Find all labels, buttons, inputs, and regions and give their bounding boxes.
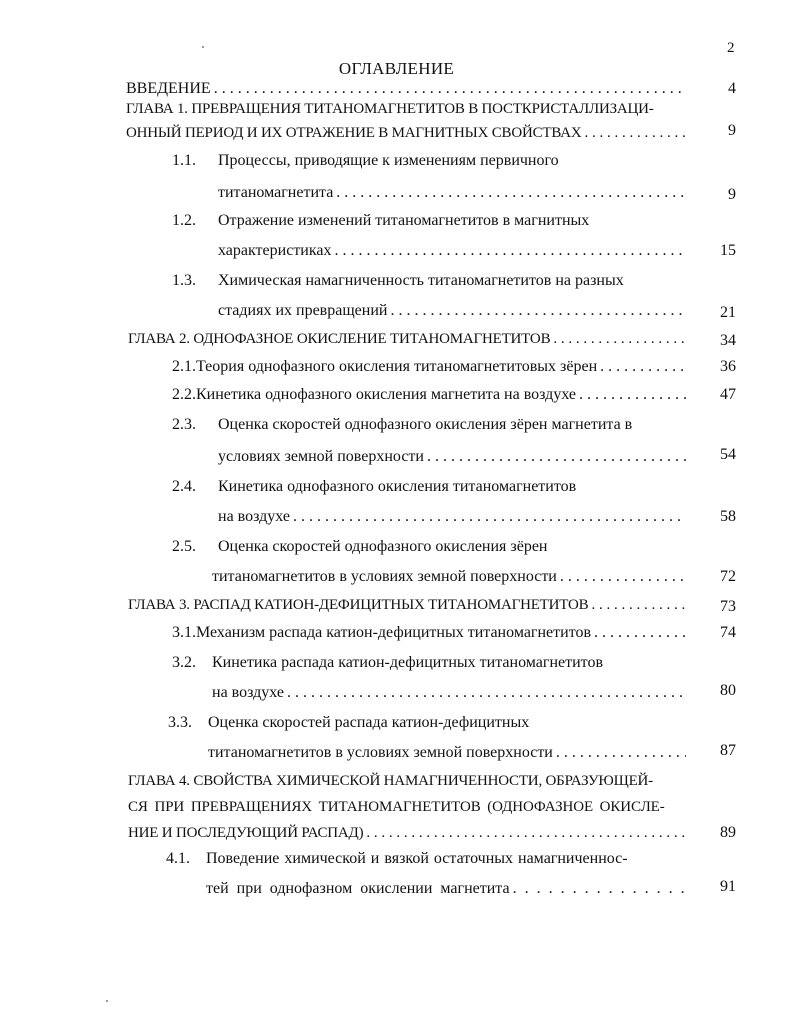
toc-entry-text: Химическая намагниченность титаномагнетитов на разных xyxy=(218,272,624,289)
toc-page-number: 54 xyxy=(720,446,736,463)
scan-speck xyxy=(202,46,204,48)
toc-section-3-1[interactable] xyxy=(172,622,686,644)
leader-dots xyxy=(513,878,686,900)
toc-section-1-3[interactable] xyxy=(218,300,686,322)
toc-section-3-3[interactable] xyxy=(208,742,686,764)
leader-dots xyxy=(366,822,686,844)
leader-dots xyxy=(553,328,686,350)
leader-dots xyxy=(293,506,686,528)
toc-chapter-4[interactable] xyxy=(128,822,686,844)
section-number: 2.4. xyxy=(172,478,196,495)
toc-entry-text: Кинетика распада катион-дефицитных титаномагнетитов xyxy=(212,654,603,671)
toc-page-number: 15 xyxy=(720,242,736,259)
toc-section-1-1[interactable] xyxy=(218,182,686,204)
toc-section-1-2-line1[interactable] xyxy=(172,210,589,232)
toc-entry-text: Отражение изменений титаномагнетитов в магнитных xyxy=(218,212,590,229)
toc-entry-text: Теория однофазного окисления титаномагнетитовых зёрен xyxy=(196,358,598,375)
page-number: 2 xyxy=(727,40,735,56)
toc-entry-text: Оценка скоростей однофазного окисления зёрен магнетита в xyxy=(218,416,633,433)
toc-entry-text: Кинетика однофазного окисления титаномагнетитов xyxy=(218,478,577,495)
toc-section-1-2[interactable] xyxy=(218,240,686,262)
toc-entry-text: условиях земной поверхности xyxy=(218,448,424,465)
toc-section-2-4[interactable] xyxy=(218,506,686,528)
leader-dots xyxy=(591,594,686,616)
toc-entry-text: НИЕ И ПОСЛЕДУЮЩИЙ РАСПАД) xyxy=(128,825,364,841)
leader-dots xyxy=(556,742,686,764)
toc-entry-text: Процессы, приводящие к изменениям первичного xyxy=(218,152,559,169)
leader-dots xyxy=(600,356,686,378)
leader-dots xyxy=(336,182,686,204)
section-number: 2.1. xyxy=(172,358,196,375)
toc-chapter-4-line2[interactable]: СЯ ПРИ ПРЕВРАЩЕНИЯХ ТИТАНОМАГНЕТИТОВ (ОДНОФАЗНОЕ ОКИСЛЕ- xyxy=(128,799,665,815)
toc-entry-text: Поведение химической и вязкой остаточных намагниченнос- xyxy=(206,850,628,867)
toc-entry-text: ГЛАВА 3. РАСПАД КАТИОН-ДЕФИЦИТНЫХ ТИТАНОМАГНЕТИТОВ xyxy=(128,597,589,613)
toc-entry-text: Оценка скоростей распада катион-дефицитных xyxy=(208,714,530,731)
toc-entry-intro[interactable] xyxy=(126,78,686,100)
leader-dots xyxy=(214,78,686,100)
section-number: 3.2. xyxy=(172,654,196,671)
toc-entry-text: Оценка скоростей однофазного окисления зёрен xyxy=(218,538,548,555)
toc-page-number: 9 xyxy=(728,122,736,139)
scan-speck xyxy=(106,1000,108,1002)
section-number: 1.3. xyxy=(172,272,196,289)
toc-entry-text: титаномагнетитов в условиях земной поверхности xyxy=(212,568,557,585)
toc-entry-text: характеристиках xyxy=(218,242,332,259)
leader-dots xyxy=(560,566,686,588)
section-number: 4.1. xyxy=(166,850,190,867)
toc-section-2-5[interactable] xyxy=(212,566,686,588)
toc-section-1-3-line1[interactable] xyxy=(172,270,624,292)
toc-chapter-4-line1[interactable]: ГЛАВА 4. СВОЙСТВА ХИМИЧЕСКОЙ НАМАГНИЧЕННОСТИ, ОБРАЗУЮЩЕЙ- xyxy=(128,773,653,789)
section-number: 1.2. xyxy=(172,212,196,229)
toc-entry-text: Механизм распада катион-дефицитных титаномагнетитов xyxy=(196,624,592,641)
toc-entry-text: титаномагнетитов в условиях земной поверхности xyxy=(208,744,553,761)
toc-page-number: 87 xyxy=(720,742,736,759)
toc-chapter-3[interactable] xyxy=(128,594,686,616)
toc-page-number: 47 xyxy=(720,386,736,403)
toc-entry-text: стадиях их превращений xyxy=(218,302,388,319)
toc-page-number: 58 xyxy=(720,508,736,525)
toc-page-number: 9 xyxy=(728,186,736,203)
leader-dots xyxy=(594,622,686,644)
toc-section-1-1-line1[interactable] xyxy=(172,150,559,172)
toc-entry-text: ВВЕДЕНИЕ xyxy=(126,80,211,97)
leader-dots xyxy=(585,122,686,144)
toc-entry-text: титаномагнетита xyxy=(218,184,334,201)
toc-section-3-3-line1[interactable] xyxy=(168,712,529,734)
leader-dots xyxy=(579,384,686,406)
toc-entry-text: ГЛАВА 2. ОДНОФАЗНОЕ ОКИСЛЕНИЕ ТИТАНОМАГНЕТИТОВ xyxy=(128,331,551,347)
leader-dots xyxy=(390,300,686,322)
toc-chapter-1[interactable] xyxy=(126,122,686,144)
leader-dots xyxy=(335,240,687,262)
toc-page-number: 80 xyxy=(720,682,736,699)
toc-page-number: 36 xyxy=(720,358,736,375)
toc-chapter-1-line1[interactable]: ГЛАВА 1. ПРЕВРАЩЕНИЯ ТИТАНОМАГНЕТИТОВ В ПОСТКРИСТАЛЛИЗАЦИ- xyxy=(126,101,654,117)
toc-title: ОГЛАВЛЕНИЕ xyxy=(338,59,455,78)
toc-section-3-2-line1[interactable] xyxy=(172,652,603,674)
toc-section-4-1-line1[interactable] xyxy=(166,848,628,870)
toc-page-number: 89 xyxy=(720,824,736,841)
toc-section-2-4-line1[interactable] xyxy=(172,476,576,498)
toc-section-2-1[interactable] xyxy=(172,356,686,378)
section-number: 1.1. xyxy=(172,152,196,169)
section-number: 2.2. xyxy=(172,386,196,403)
section-number: 2.3. xyxy=(172,416,196,433)
section-number: 2.5. xyxy=(172,538,196,555)
toc-page-number: 21 xyxy=(720,304,736,321)
toc-entry-text: ОННЫЙ ПЕРИОД И ИХ ОТРАЖЕНИЕ В МАГНИТНЫХ СВОЙСТВАХ xyxy=(126,125,582,141)
toc-entry-text: на воздухе xyxy=(212,684,284,701)
leader-dots xyxy=(287,682,686,704)
section-number: 3.3. xyxy=(168,714,192,731)
leader-dots xyxy=(427,446,686,468)
toc-entry-text: Кинетика однофазного окисления магнетита на воздухе xyxy=(196,386,577,403)
toc-section-2-5-line1[interactable] xyxy=(172,536,547,558)
toc-section-3-2[interactable] xyxy=(212,682,686,704)
toc-page-number: 4 xyxy=(728,80,736,97)
toc-page-number: 72 xyxy=(720,568,736,585)
toc-section-4-1[interactable] xyxy=(206,878,686,900)
toc-chapter-2[interactable] xyxy=(128,328,686,350)
toc-entry-text: тей при однофазном окислении магнетита xyxy=(206,880,510,897)
section-number: 3.1. xyxy=(172,624,196,641)
toc-page-number: 34 xyxy=(720,332,736,349)
toc-page-number: 73 xyxy=(720,598,736,615)
toc-section-2-2[interactable] xyxy=(172,384,686,406)
toc-entry-text: на воздухе xyxy=(218,508,290,525)
toc-section-2-3-line1[interactable] xyxy=(172,414,632,436)
toc-page-number: 91 xyxy=(720,878,736,895)
toc-section-2-3[interactable] xyxy=(218,446,686,468)
toc-page-number: 74 xyxy=(720,624,736,641)
